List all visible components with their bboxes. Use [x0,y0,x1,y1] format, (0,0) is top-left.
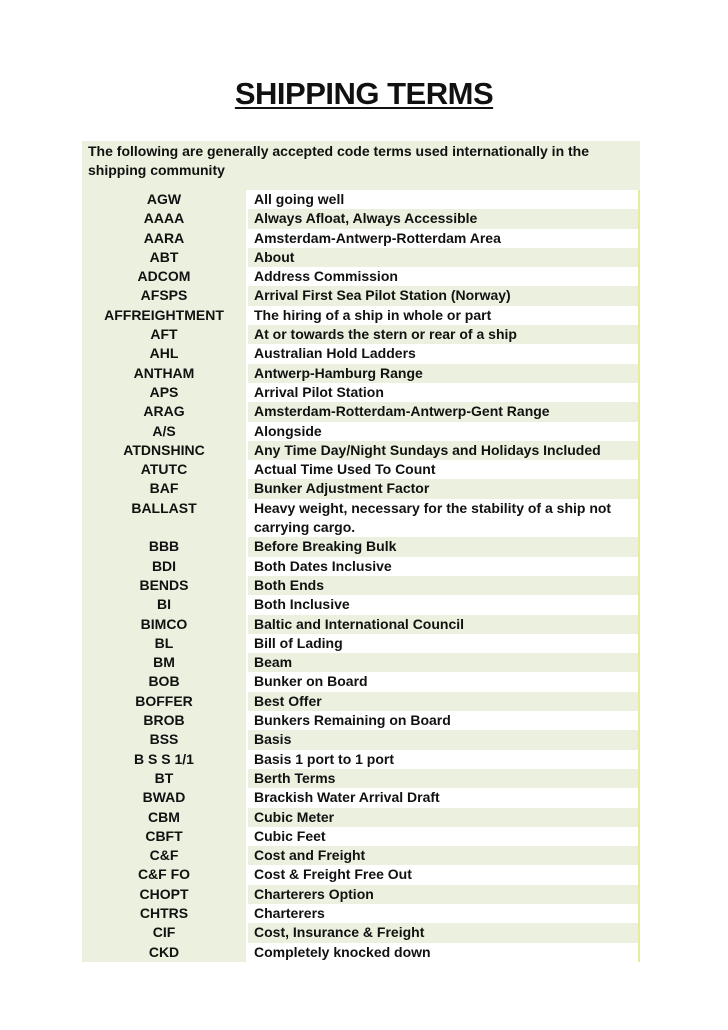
term-meaning: Cost and Freight [248,846,640,865]
term-row [82,788,640,807]
term-row [82,672,640,691]
term-meaning: Address Commission [248,267,640,286]
terms-table [82,141,640,962]
term-code: B S S 1/1 [82,750,248,769]
term-row [82,441,640,460]
term-code: BAF [82,479,248,498]
term-meaning: Bunker Adjustment Factor [248,479,640,498]
term-code: APS [82,383,248,402]
term-meaning: Beam [248,653,640,672]
term-code: AFFREIGHTMENT [82,306,248,325]
term-meaning: Basis [248,730,640,749]
term-code: BI [82,595,248,614]
term-meaning: Both Dates Inclusive [248,557,640,576]
term-meaning: Arrival First Sea Pilot Station (Norway) [248,286,640,305]
term-meaning: At or towards the stern or rear of a ship [248,325,640,344]
term-code: CIF [82,923,248,942]
term-meaning: Cost, Insurance & Freight [248,923,640,942]
page-title [0,74,728,114]
term-code: ADCOM [82,267,248,286]
term-row [82,499,640,538]
term-code: ARAG [82,402,248,421]
intro-text: The following are generally accepted code terms used internationally in the shipping community [82,141,640,190]
term-row [82,615,640,634]
term-meaning: Alongside [248,422,640,441]
term-code: BROB [82,711,248,730]
term-code: C&F FO [82,865,248,884]
term-meaning: Brackish Water Arrival Draft [248,788,640,807]
term-row [82,286,640,305]
term-code: ATUTC [82,460,248,479]
term-row [82,479,640,498]
term-meaning: Cubic Meter [248,808,640,827]
term-code: BIMCO [82,615,248,634]
term-row [82,885,640,904]
term-meaning: Bunker on Board [248,672,640,691]
term-meaning: About [248,248,640,267]
term-code: CHOPT [82,885,248,904]
term-meaning: Completely knocked down [248,943,640,962]
term-code: BM [82,653,248,672]
term-row [82,209,640,228]
term-code: AARA [82,229,248,248]
term-row [82,306,640,325]
term-code: ATDNSHINC [82,441,248,460]
term-meaning: Always Afloat, Always Accessible [248,209,640,228]
term-code: CKD [82,943,248,962]
term-meaning: Berth Terms [248,769,640,788]
term-row [82,904,640,923]
term-code: BT [82,769,248,788]
terms-rows [82,190,640,962]
term-meaning: Charterers [248,904,640,923]
term-code: CHTRS [82,904,248,923]
term-code: AHL [82,344,248,363]
term-code: AAAA [82,209,248,228]
term-row [82,653,640,672]
term-row [82,557,640,576]
term-meaning: Basis 1 port to 1 port [248,750,640,769]
term-row [82,827,640,846]
term-code: BBB [82,537,248,556]
term-code: C&F [82,846,248,865]
page-title-text: SHIPPING TERMS [234,76,494,111]
term-meaning: Both Ends [248,576,640,595]
term-code: CBFT [82,827,248,846]
term-row [82,634,640,653]
term-code: CBM [82,808,248,827]
term-row [82,692,640,711]
term-row [82,750,640,769]
term-code: AGW [82,190,248,209]
term-row [82,711,640,730]
term-meaning: Cubic Feet [248,827,640,846]
term-meaning: Amsterdam-Antwerp-Rotterdam Area [248,229,640,248]
term-meaning: Baltic and International Council [248,615,640,634]
term-meaning: Arrival Pilot Station [248,383,640,402]
term-meaning: Bill of Lading [248,634,640,653]
term-row [82,248,640,267]
term-code: BENDS [82,576,248,595]
term-row [82,383,640,402]
term-row [82,402,640,421]
term-meaning: Actual Time Used To Count [248,460,640,479]
term-row [82,460,640,479]
term-row [82,943,640,962]
term-meaning: All going well [248,190,640,209]
term-meaning: Cost & Freight Free Out [248,865,640,884]
term-meaning: The hiring of a ship in whole or part [248,306,640,325]
term-row [82,325,640,344]
term-row [82,865,640,884]
term-code: ABT [82,248,248,267]
term-code: AFSPS [82,286,248,305]
term-code: BDI [82,557,248,576]
term-code: BALLAST [82,499,248,538]
term-row [82,923,640,942]
term-row [82,364,640,383]
term-meaning: Amsterdam-Rotterdam-Antwerp-Gent Range [248,402,640,421]
term-meaning: Any Time Day/Night Sundays and Holidays Included [248,441,640,460]
term-meaning: Charterers Option [248,885,640,904]
term-row [82,537,640,556]
term-row [82,846,640,865]
term-row [82,344,640,363]
term-row [82,190,640,209]
term-meaning: Bunkers Remaining on Board [248,711,640,730]
term-meaning: Heavy weight, necessary for the stability of a ship not carrying cargo. [248,499,640,538]
term-row [82,422,640,441]
term-row [82,730,640,749]
term-code: BOB [82,672,248,691]
term-code: AFT [82,325,248,344]
term-row [82,229,640,248]
term-meaning: Best Offer [248,692,640,711]
term-meaning: Australian Hold Ladders [248,344,640,363]
term-row [82,808,640,827]
term-meaning: Both Inclusive [248,595,640,614]
term-meaning: Before Breaking Bulk [248,537,640,556]
term-code: A/S [82,422,248,441]
term-code: BL [82,634,248,653]
term-row [82,267,640,286]
term-row [82,576,640,595]
term-code: BOFFER [82,692,248,711]
term-code: BWAD [82,788,248,807]
term-row [82,595,640,614]
term-row [82,769,640,788]
term-code: ANTHAM [82,364,248,383]
term-meaning: Antwerp-Hamburg Range [248,364,640,383]
term-code: BSS [82,730,248,749]
